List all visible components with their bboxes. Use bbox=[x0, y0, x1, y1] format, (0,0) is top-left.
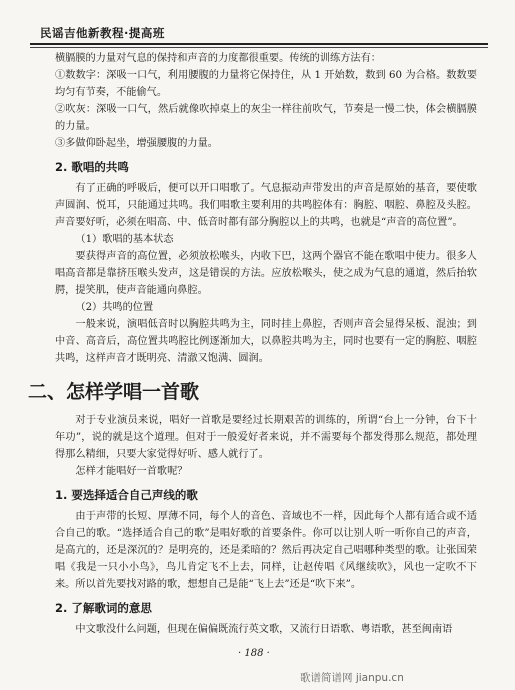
paragraph: （1）歌唱的基本状态 bbox=[75, 234, 174, 245]
paragraph: 一般来说，演唱低音时以胸腔共鸣为主，同时挂上鼻腔，否则声音会显得呆板、混浊；到中音、高音后，高位置共鸣腔比例逐渐加大，以鼻腔共鸣为主，同时也要有一定的胸腔、咽腔共鸣，这样声音才既明亮、清澈又饱满、圆润。 bbox=[55, 319, 477, 364]
page-number: · 188 · bbox=[238, 648, 270, 659]
site-watermark: 歌谱简谱网 jianpu.cn bbox=[300, 672, 404, 684]
running-header: 民谣吉他新教程·提高班 bbox=[40, 26, 165, 40]
subheading-choose-song: 1. 要选择适合自己声线的歌 bbox=[55, 488, 198, 502]
paragraph: ①数数字：深吸一口气，利用腰腹的力量将它保持住，从 1 开始数，数到 60 为合格。数数要均匀有节奏，不能偷气。 bbox=[55, 70, 477, 98]
paragraph: 怎样才能唱好一首歌呢？ bbox=[75, 466, 188, 477]
paragraph: 中文歌没什么问题，但现在偏偏既流行英文歌，又流行日语歌、粤语歌，甚至闽南语 bbox=[75, 624, 453, 635]
paragraph: 由于声带的长短、厚薄不同，每个人的音色、音域也不一样，因此每个人都有适合或不适合自己的歌。“选择适合自己的歌”是唱好歌的首要条件。你可以让别人听一听你自己的声音，是高亢的，还是深沉的？是明亮的，还是柔暗的？然后再决定自己唱哪种类型的歌。让张国荣唱《我是一只小小鸟》，鸟儿肯定飞不上去，同样，让赵传唱《风继续吹》，风也一定吹不下来。所以首先要找对路的歌，想想自己是能“飞上去”还是“吹下来”。 bbox=[55, 511, 477, 590]
subheading-lyrics: 2. 了解歌词的意思 bbox=[55, 601, 152, 615]
paragraph: ③多做仰卧起坐，增强腰腹的力量。 bbox=[55, 138, 218, 149]
paragraph: ②吹灰：深吸一口气，然后就像吹掉桌上的灰尘一样往前吹气，节奏是一慢二快，体会横膈膜的力量。 bbox=[55, 104, 477, 132]
subheading-resonance: 2. 歌唱的共鸣 bbox=[55, 160, 129, 174]
paragraph: 有了正确的呼吸后，便可以开口唱歌了。气息振动声带发出的声音是原始的基音，要使歌声圆润、悦耳，只能通过共鸣。我们唱歌主要利用的共鸣腔体有：胸腔、咽腔、鼻腔及头腔。声音要好听，必须在唱高、中、低音时都有部分胸腔以上的共鸣，也就是“声音的高位置”。 bbox=[55, 183, 477, 228]
header-rule-thin bbox=[30, 47, 488, 48]
page-body bbox=[28, 50, 477, 638]
header-rule bbox=[30, 43, 488, 45]
paragraph: 横膈膜的力量对气息的保持和声音的力度都很重要。传统的训练方法有： bbox=[55, 53, 381, 64]
paragraph: 要获得声音的高位置，必须放松喉头，内收下巴，这两个器官不能在歌唱中使力。很多人唱高音都是靠挤压喉头发声，这是错误的方法。应放松喉头，使之成为气息的通道，然后抬软腭，提笑肌，使声音能通向鼻腔。 bbox=[55, 251, 477, 296]
paragraph: 对于专业演员来说，唱好一首歌是要经过长期艰苦的训练的，所谓“台上一分钟，台下十年功”，说的就是这个道理。但对于一般爱好者来说，并不需要每个都发得那么规范，都处理得那么精细，只要大家觉得好听、感人就行了。 bbox=[55, 415, 477, 460]
paragraph: （2）共鸣的位置 bbox=[75, 302, 154, 313]
section-heading: 二、怎样学唱一首歌 bbox=[28, 381, 200, 403]
